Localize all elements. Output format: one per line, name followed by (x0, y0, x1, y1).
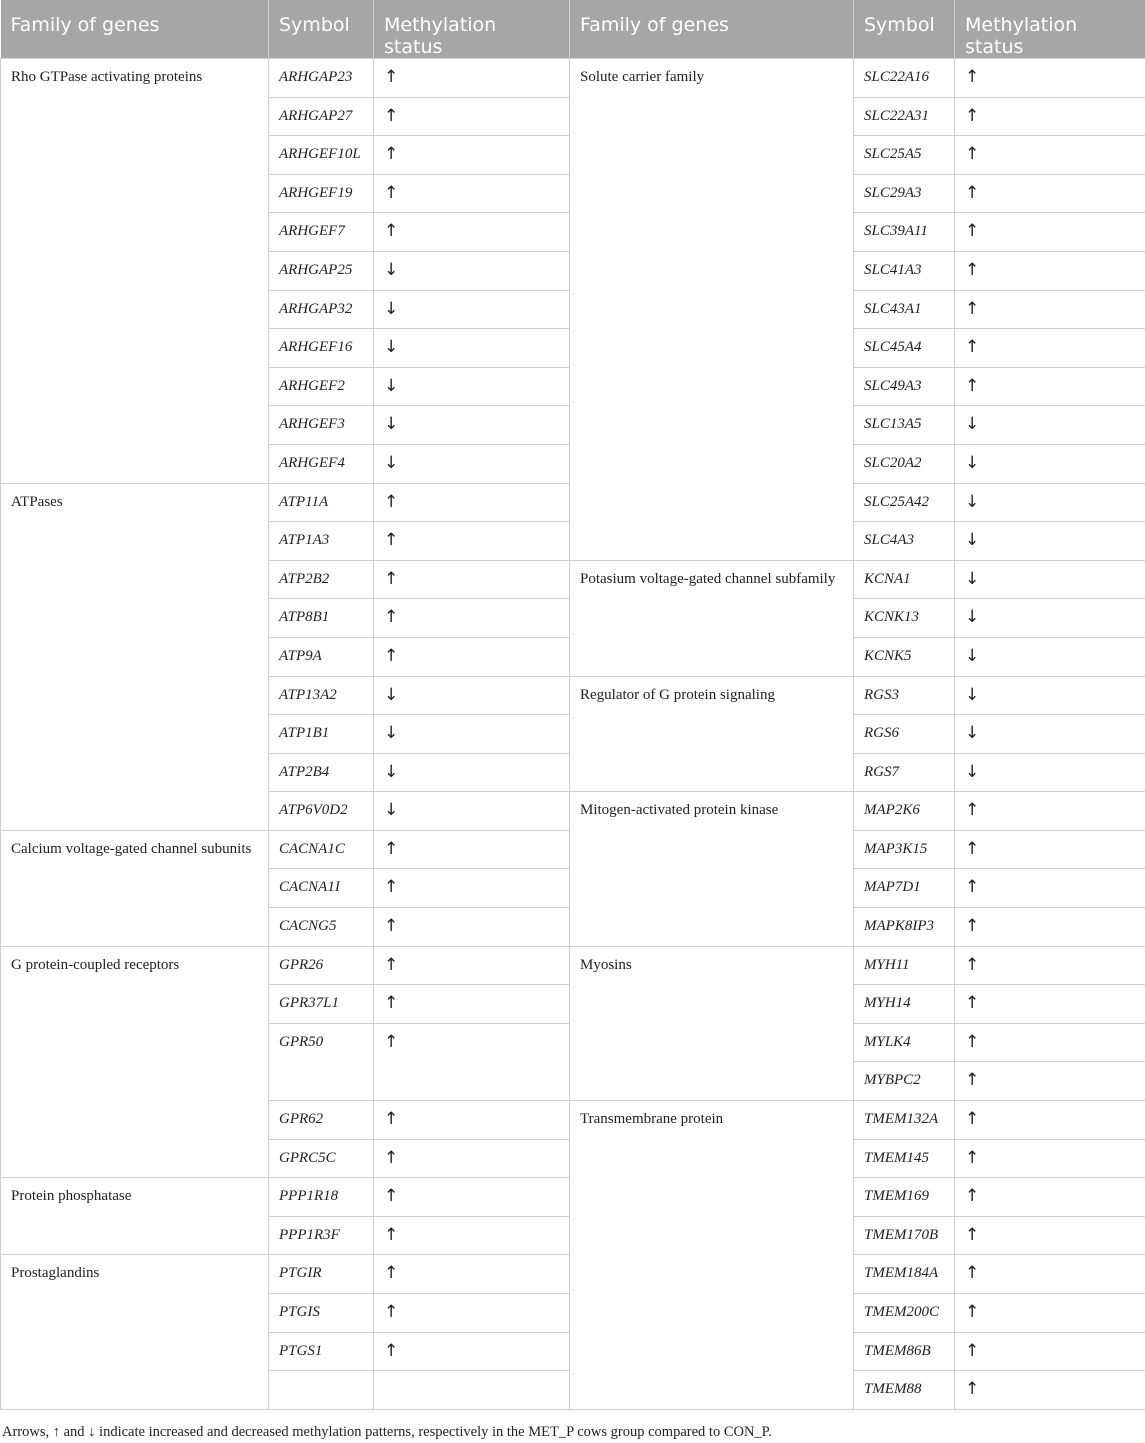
methylation-status-left: ↓ (374, 753, 570, 792)
gene-symbol-left: CACNG5 (269, 908, 374, 947)
methylation-status-right: ↑ (955, 1139, 1145, 1178)
methylation-status-left: ↑ (374, 637, 570, 676)
gene-symbol-left: ATP6V0D2 (269, 792, 374, 831)
gene-symbol-left: ATP8B1 (269, 599, 374, 638)
methylation-status-left: ↓ (374, 290, 570, 329)
gene-symbol-left: PTGIR (269, 1255, 374, 1294)
methylation-status-right: ↓ (955, 483, 1145, 522)
gene-symbol-right: SLC25A42 (854, 483, 955, 522)
methylation-status-left: ↑ (374, 1255, 570, 1294)
methylation-status-left: ↑ (374, 1023, 570, 1100)
family-cell-left: G protein-coupled receptors (1, 946, 269, 1178)
gene-symbol-left: GPR37L1 (269, 985, 374, 1024)
gene-symbol-right: RGS7 (854, 753, 955, 792)
methylation-status-right: ↑ (955, 830, 1145, 869)
gene-symbol-right: MYBPC2 (854, 1062, 955, 1101)
gene-symbol-right: TMEM132A (854, 1101, 955, 1140)
gene-symbol-right: MAP2K6 (854, 792, 955, 831)
gene-symbol-left: ATP1B1 (269, 715, 374, 754)
methylation-status-left: ↑ (374, 1216, 570, 1255)
gene-symbol-right: MAP3K15 (854, 830, 955, 869)
table-row (1, 946, 1145, 985)
gene-symbol-right: SLC22A16 (854, 59, 955, 98)
gene-symbol-left: PPP1R18 (269, 1178, 374, 1217)
gene-symbol-right: SLC20A2 (854, 444, 955, 483)
methylation-status-right: ↑ (955, 367, 1145, 406)
methylation-status-left: ↑ (374, 174, 570, 213)
gene-symbol-right: SLC41A3 (854, 251, 955, 290)
methylation-status-left: ↑ (374, 136, 570, 175)
methylation-status-right: ↑ (955, 213, 1145, 252)
methylation-status-left: ↑ (374, 59, 570, 98)
gene-symbol-right: TMEM145 (854, 1139, 955, 1178)
table-row (1, 59, 1145, 98)
methylation-status-left: ↑ (374, 908, 570, 947)
methylation-status-right: ↑ (955, 136, 1145, 175)
methylation-status-right: ↑ (955, 1371, 1145, 1410)
table-body (1, 59, 1145, 1410)
gene-symbol-left: ARHGEF2 (269, 367, 374, 406)
methylation-status-right: ↑ (955, 174, 1145, 213)
gene-symbol-right: TMEM170B (854, 1216, 955, 1255)
gene-symbol-left: GPR62 (269, 1101, 374, 1140)
gene-symbol-left: ARHGEF19 (269, 174, 374, 213)
gene-symbol-right: SLC43A1 (854, 290, 955, 329)
family-cell-left: Protein phosphatase (1, 1178, 269, 1255)
gene-symbol-left: PTGIS (269, 1294, 374, 1333)
gene-symbol-right: SLC22A31 (854, 97, 955, 136)
methylation-status-left: ↑ (374, 830, 570, 869)
gene-symbol-right: SLC13A5 (854, 406, 955, 445)
methylation-status-right: ↑ (955, 1332, 1145, 1371)
methylation-status-left: ↓ (374, 792, 570, 831)
family-cell-right: Mitogen-activated protein kinase (570, 792, 854, 946)
gene-symbol-left: ATP1A3 (269, 522, 374, 561)
gene-symbol-right: MYH11 (854, 946, 955, 985)
gene-symbol-left: ARHGEF3 (269, 406, 374, 445)
gene-symbol-left: ATP2B4 (269, 753, 374, 792)
gene-symbol-right: TMEM200C (854, 1294, 955, 1333)
methylation-status-left: ↑ (374, 97, 570, 136)
family-cell-left: Rho GTPase activating proteins (1, 59, 269, 484)
methylation-status-left: ↑ (374, 483, 570, 522)
gene-symbol-left: ARHGAP23 (269, 59, 374, 98)
header-symbol-right: Symbol (854, 0, 955, 59)
gene-symbol-left: PPP1R3F (269, 1216, 374, 1255)
methylation-status-right: ↑ (955, 1255, 1145, 1294)
gene-symbol-left: ATP11A (269, 483, 374, 522)
methylation-status-left: ↑ (374, 1139, 570, 1178)
methylation-status-left: ↓ (374, 251, 570, 290)
header-family-left: Family of genes (1, 0, 269, 59)
methylation-status-right: ↓ (955, 560, 1145, 599)
gene-symbol-right: SLC4A3 (854, 522, 955, 561)
methylation-status-left: ↓ (374, 406, 570, 445)
gene-symbol-right: SLC29A3 (854, 174, 955, 213)
methylation-status-left: ↓ (374, 715, 570, 754)
methylation-status-right: ↑ (955, 97, 1145, 136)
methylation-status-right: ↑ (955, 1178, 1145, 1217)
gene-symbol-right: TMEM169 (854, 1178, 955, 1217)
header-methylation-right: Methylation status (955, 0, 1145, 59)
gene-symbol-left: CACNA1C (269, 830, 374, 869)
gene-symbol-left: GPRC5C (269, 1139, 374, 1178)
methylation-status-right: ↑ (955, 1216, 1145, 1255)
header-row (1, 0, 1145, 59)
methylation-status-right: ↑ (955, 1062, 1145, 1101)
family-cell-right: Transmembrane protein (570, 1101, 854, 1410)
methylation-status-right: ↑ (955, 329, 1145, 368)
methylation-status-right: ↓ (955, 637, 1145, 676)
gene-symbol-left: ATP2B2 (269, 560, 374, 599)
family-cell-right: Regulator of G protein signaling (570, 676, 854, 792)
methylation-status-left: ↑ (374, 522, 570, 561)
gene-symbol-right: MYLK4 (854, 1023, 955, 1062)
header-family-right: Family of genes (570, 0, 854, 59)
methylation-status-right: ↑ (955, 1023, 1145, 1062)
methylation-status-right: ↓ (955, 715, 1145, 754)
gene-symbol-left: ARHGEF4 (269, 444, 374, 483)
methylation-status-left: ↑ (374, 213, 570, 252)
gene-symbol-right: SLC45A4 (854, 329, 955, 368)
methylation-status-left: ↑ (374, 869, 570, 908)
gene-symbol-left: ARHGAP25 (269, 251, 374, 290)
family-cell-right: Myosins (570, 946, 854, 1100)
methylation-status-right: ↓ (955, 444, 1145, 483)
methylation-status-left: ↑ (374, 599, 570, 638)
gene-symbol-left: ARHGEF7 (269, 213, 374, 252)
methylation-status-right: ↓ (955, 676, 1145, 715)
methylation-status-left: ↑ (374, 1101, 570, 1140)
methylation-status-right: ↑ (955, 792, 1145, 831)
methylation-status-right: ↓ (955, 753, 1145, 792)
gene-symbol-left: PTGS1 (269, 1332, 374, 1371)
gene-symbol-left: ARHGAP32 (269, 290, 374, 329)
gene-symbol-right: KCNK5 (854, 637, 955, 676)
gene-symbol-left: ARHGEF10L (269, 136, 374, 175)
methylation-status-right: ↑ (955, 251, 1145, 290)
gene-symbol-left: GPR26 (269, 946, 374, 985)
methylation-status-right: ↓ (955, 599, 1145, 638)
methylation-status-right: ↑ (955, 290, 1145, 329)
gene-symbol-left: CACNA1I (269, 869, 374, 908)
gene-symbol-right: RGS3 (854, 676, 955, 715)
methylation-status-left: ↓ (374, 444, 570, 483)
gene-symbol-right: SLC39A11 (854, 213, 955, 252)
gene-symbol-right: KCNA1 (854, 560, 955, 599)
gene-symbol-right: TMEM86B (854, 1332, 955, 1371)
methylation-status-left (374, 1371, 570, 1410)
methylation-status-right: ↓ (955, 406, 1145, 445)
gene-symbol-left: GPR50 (269, 1023, 374, 1100)
gene-symbol-right: TMEM88 (854, 1371, 955, 1410)
methylation-status-left: ↓ (374, 329, 570, 368)
methylation-status-left: ↑ (374, 1332, 570, 1371)
gene-symbol-right: MYH14 (854, 985, 955, 1024)
gene-symbol-right: SLC25A5 (854, 136, 955, 175)
methylation-status-right: ↑ (955, 908, 1145, 947)
methylation-status-right: ↑ (955, 1101, 1145, 1140)
header-symbol-left: Symbol (269, 0, 374, 59)
gene-symbol-left (269, 1371, 374, 1410)
gene-symbol-right: TMEM184A (854, 1255, 955, 1294)
methylation-status-left: ↑ (374, 560, 570, 599)
family-cell-left: Prostaglandins (1, 1255, 269, 1409)
methylation-status-left: ↓ (374, 676, 570, 715)
gene-symbol-left: ATP9A (269, 637, 374, 676)
family-cell-right: Potasium voltage-gated channel subfamily (570, 560, 854, 676)
family-cell-left: Calcium voltage-gated channel subunits (1, 830, 269, 946)
family-cell-left: ATPases (1, 483, 269, 830)
gene-symbol-right: RGS6 (854, 715, 955, 754)
methylation-status-left: ↑ (374, 946, 570, 985)
gene-symbol-left: ARHGAP27 (269, 97, 374, 136)
gene-symbol-right: KCNK13 (854, 599, 955, 638)
gene-symbol-left: ARHGEF16 (269, 329, 374, 368)
methylation-status-left: ↓ (374, 367, 570, 406)
gene-symbol-right: SLC49A3 (854, 367, 955, 406)
methylation-status-right: ↑ (955, 1294, 1145, 1333)
family-cell-right: Solute carrier family (570, 59, 854, 561)
gene-symbol-right: MAPK8IP3 (854, 908, 955, 947)
gene-symbol-right: MAP7D1 (854, 869, 955, 908)
methylation-status-right: ↑ (955, 946, 1145, 985)
methylation-status-left: ↑ (374, 985, 570, 1024)
methylation-status-right: ↓ (955, 522, 1145, 561)
methylation-status-right: ↑ (955, 59, 1145, 98)
footnote: Arrows, ↑ and ↓ indicate increased and decreased methylation patterns, respectively in the MET_P cows group compared to CON_P. (2, 1424, 772, 1440)
methylation-status-left: ↑ (374, 1294, 570, 1333)
methylation-status-right: ↑ (955, 985, 1145, 1024)
gene-symbol-left: ATP13A2 (269, 676, 374, 715)
header-methylation-left: Methylation status (374, 0, 570, 59)
methylation-status-right: ↑ (955, 869, 1145, 908)
methylation-status-left: ↑ (374, 1178, 570, 1217)
